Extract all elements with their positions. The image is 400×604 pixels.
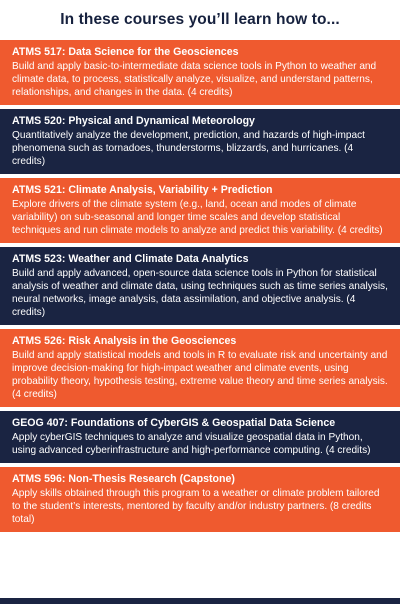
- course-title: ATMS 523: Weather and Climate Data Analytics: [12, 253, 249, 265]
- course-card-geog-407: [0, 411, 400, 463]
- course-description: Apply skills obtained through this program to a weather or climate problem tailored to the student’s interests, mentored by faculty and/or industry partners. (8 credits total): [12, 488, 380, 525]
- course-description: Apply cyberGIS techniques to analyze and visualize geospatial data in Python, using advanced cyberinfrastructure and high-performance computing. (4 credits): [12, 432, 371, 456]
- course-description: Explore drivers of the climate system (e.g., land, ocean and modes of climate variability) on sub-seasonal and longer time scales and develop statistical techniques and run climate models to analyze and predict this variability. (4 credits): [12, 199, 383, 236]
- course-list: [0, 40, 400, 536]
- footer-divider: [0, 598, 400, 604]
- course-description: Build and apply basic-to-intermediate data science tools in Python to weather and climate data, to process, statistically analyze, visualize, and understand patterns, relationships, and changes in the data. (4 credits): [12, 61, 377, 98]
- course-card-atms-517: [0, 40, 400, 105]
- course-card-atms-596: [0, 467, 400, 532]
- course-card-atms-523: [0, 247, 400, 325]
- course-description: Quantitatively analyze the development, prediction, and hazards of high-impact phenomena such as tornadoes, thunderstorms, blizzards, and hurricanes. (4 credits): [12, 130, 365, 167]
- course-title: ATMS 596: Non-Thesis Research (Capstone): [12, 473, 235, 485]
- course-card-atms-526: [0, 329, 400, 407]
- course-card-atms-521: [0, 178, 400, 243]
- course-title: ATMS 526: Risk Analysis in the Geosciences: [12, 335, 237, 347]
- course-description: Build and apply advanced, open-source data science tools in Python for statistical analysis of weather and climate data, using techniques such as time series analysis, neural networks, image analysis, data assimilation, and objective analysis. (4 credits): [12, 268, 388, 318]
- course-card-atms-520: [0, 109, 400, 174]
- page-title: In these courses you’ll learn how to...: [60, 11, 340, 28]
- course-title: ATMS 520: Physical and Dynamical Meteorology: [12, 115, 255, 127]
- course-title: ATMS 521: Climate Analysis, Variability + Prediction: [12, 184, 273, 196]
- course-title: GEOG 407: Foundations of CyberGIS & Geospatial Data Science: [12, 417, 336, 429]
- course-title: ATMS 517: Data Science for the Geosciences: [12, 46, 239, 58]
- course-description: Build and apply statistical models and tools in R to evaluate risk and uncertainty and improve decision-making for high-impact weather and climate events, using probability theory, hypothesis testing, extreme value theory and time series analysis. (4 credits): [12, 350, 388, 400]
- header: [0, 0, 400, 40]
